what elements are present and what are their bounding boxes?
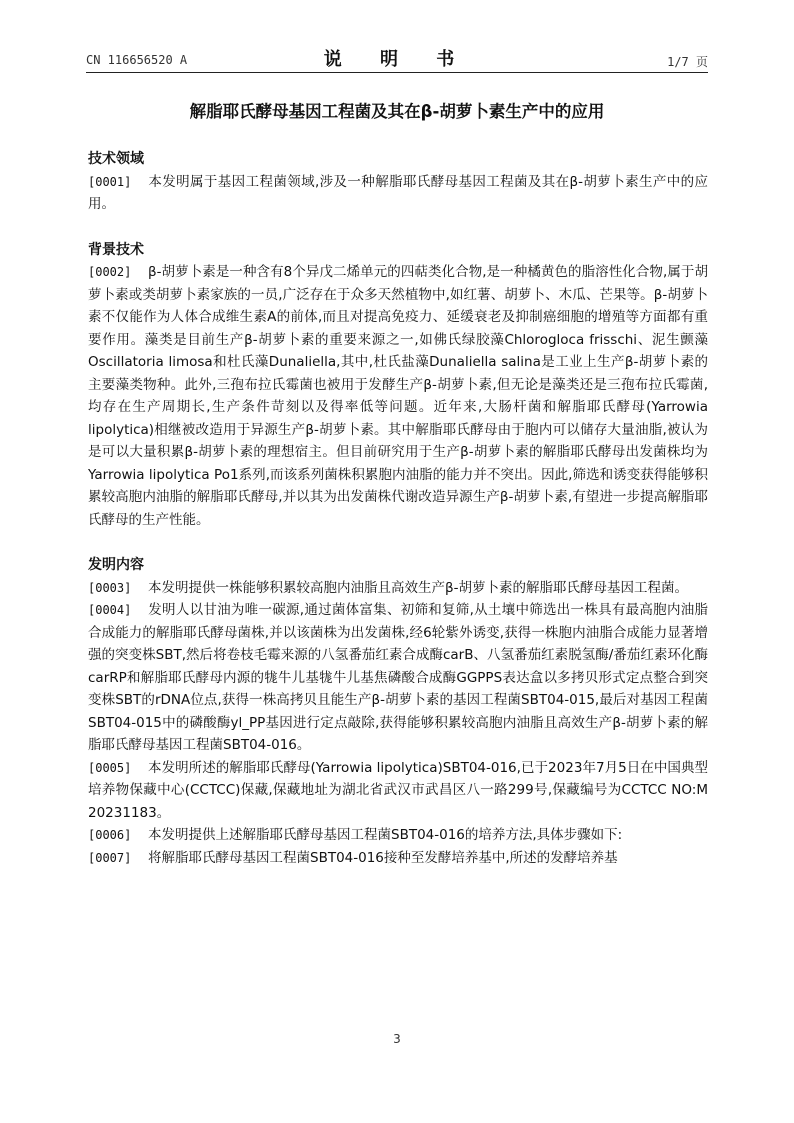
paragraph-number: [0006] xyxy=(88,828,132,842)
paragraph xyxy=(88,599,708,757)
paragraph-number: [0007] xyxy=(88,850,132,865)
section-heading: 背景技术 xyxy=(88,241,144,258)
paragraph-number: [0003] xyxy=(88,580,132,595)
paragraph xyxy=(88,261,708,531)
page-info: 1/7 页 xyxy=(667,55,708,69)
page-number: 3 xyxy=(393,1032,401,1046)
paragraph-number: [0001] xyxy=(88,174,132,189)
section-heading: 发明内容 xyxy=(88,557,144,573)
paragraph xyxy=(88,847,708,870)
paragraph-number: [0002] xyxy=(88,265,132,279)
patent-number: CN 116656520 A xyxy=(86,53,188,67)
paragraph-text: β-胡萝卜素是一种含有8个异戊二烯单元的四萜类化合物,是一种橘黄色的脂溶性化合物,属于胡萝卜素或类胡萝卜素家族的一员,广泛存在于众多天然植物中,如红薯、胡萝卜、木瓜、芒果等。β-胡萝卜素不仅能作为人体合成维生素A的前体,而且对提高免疫力、延缓衰老及抑制癌细胞的增殖等方面都有重要作用。藻类是目前生产β-胡萝卜素的重要来源之一,如佛氏绿胶藻Chlorogloca frisschi、泥生颤藻Oscillatoria limosa和杜氏藻Dunaliella,其中,杜氏盐藻Dunaliella salina是工业上生产β-胡萝卜素的主要藻类物种。此外,三孢布拉氏霉菌也被用于发酵生产β-胡萝卜素,但无论是藻类还是三孢布拉氏霉菌,均存在生产周期长,生产条件苛刻以及得率低等问题。近年来,大肠杆菌和解脂耶氏酵母(Yarrowia lipolytica)相继被改造用于异源生产β-胡萝卜素。其中解脂耶氏酵母由于胞内可以储存大量油脂,被认为是可以大量积累β-胡萝卜素的理想宿主。但目前研究用于生产β-胡萝卜素的解脂耶氏酵母出发菌株均为Yarrowia lipolytica Po1系列,而该系列菌株积累胞内油脂的能力并不突出。因此,筛选和诱变获得能够积累较高胞内油脂的解脂耶氏酵母,并以其为出发菌株代谢改造异源生产β-胡萝卜素,有望进一步提高解脂耶氏酵母的生产性能。 xyxy=(88,264,708,528)
paragraph-text: 本发明属于基因工程菌领域,涉及一种解脂耶氏酵母基因工程菌及其在β-胡萝卜素生产中的应用。 xyxy=(88,173,708,212)
paragraph-text: 本发明所述的解脂耶氏酵母(Yarrowia lipolytica)SBT04-016,已于2023年7月5日在中国典型培养物保藏中心(CCTCC)保藏,保藏地址为湖北省武汉市武昌区八一路299号,保藏编号为CCTCC NO:M 20231183。 xyxy=(88,759,708,821)
paragraph xyxy=(88,577,708,600)
paragraph-text: 本发明提供一株能够积累较高胞内油脂且高效生产β-胡萝卜素的解脂耶氏酵母基因工程菌。 xyxy=(148,579,688,596)
document-title: 解脂耶氏酵母基因工程菌及其在β-胡萝卜素生产中的应用 xyxy=(189,102,605,121)
document-body xyxy=(88,148,708,869)
document-type: 说 明 书 xyxy=(323,49,471,70)
paragraph xyxy=(88,757,708,825)
section-heading: 技术领域 xyxy=(88,151,144,167)
section-gap xyxy=(88,531,708,554)
header-divider xyxy=(86,72,708,73)
paragraph-text: 将解脂耶氏酵母基因工程菌SBT04-016接种至发酵培养基中,所述的发酵培养基 xyxy=(148,849,618,866)
paragraph xyxy=(88,171,708,216)
section-gap xyxy=(88,216,708,239)
paragraph xyxy=(88,824,708,847)
paragraph-number: [0005] xyxy=(88,760,132,775)
paragraph-text: 发明人以甘油为唯一碳源,通过菌体富集、初筛和复筛,从土壤中筛选出一株具有最高胞内油脂合成能力的解脂耶氏酵母菌株,并以该菌株为出发菌株,经6轮紫外诱变,获得一株胞内油脂合成能力显著增强的突变株SBT,然后将卷枝毛霉来源的八氢番茄红素合成酶carB、八氢番茄红素脱氢酶/番茄红素环化酶carRP和解脂耶氏酵母内源的牻牛儿基牻牛儿基焦磷酸合成酶GGPPS表达盒以多拷贝形式定点整合到突变株SBT的rDNA位点,获得一株高拷贝且能生产β-胡萝卜素的基因工程菌SBT04-015,最后对基因工程菌SBT04-015中的磷酸酶yl_PP基因进行定点敲除,获得能够积累较高胞内油脂且高效生产β-胡萝卜素的解脂耶氏酵母基因工程菌SBT04-016。 xyxy=(88,602,708,753)
paragraph-text: 本发明提供上述解脂耶氏酵母基因工程菌SBT04-016的培养方法,具体步骤如下: xyxy=(148,827,623,843)
paragraph-number: [0004] xyxy=(88,603,132,617)
